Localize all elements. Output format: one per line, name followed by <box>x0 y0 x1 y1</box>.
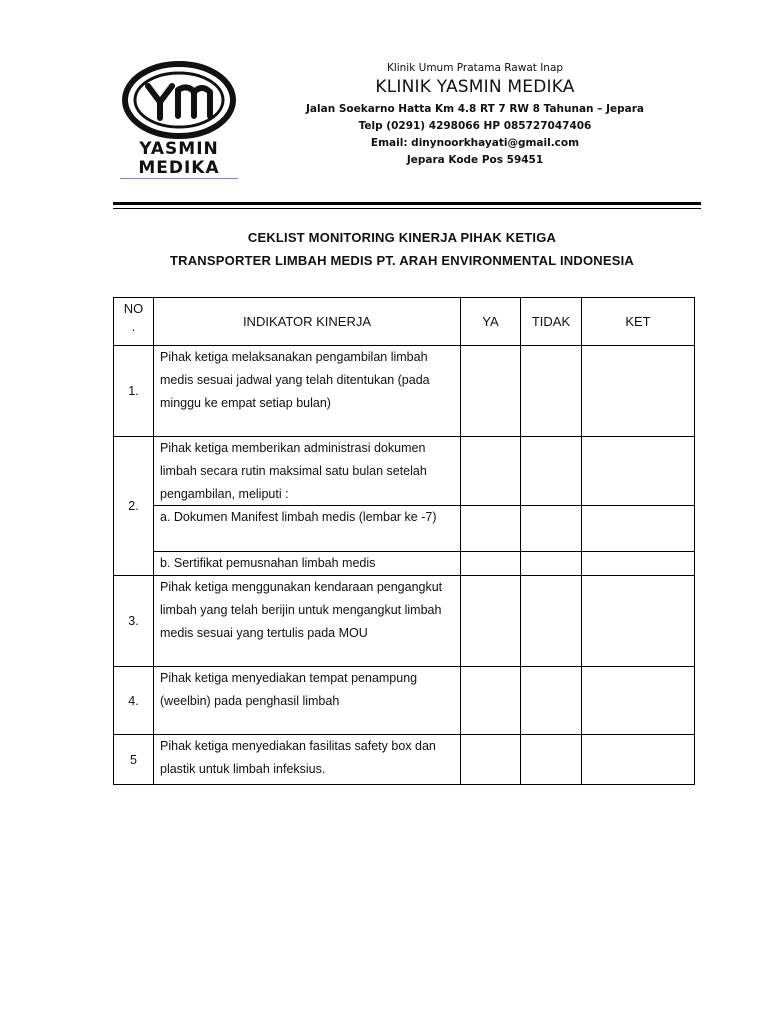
check-ya-cell[interactable] <box>461 735 521 785</box>
logo-underline <box>120 178 238 179</box>
table-subrow <box>114 552 695 576</box>
check-tidak-cell[interactable] <box>521 506 582 552</box>
check-tidak-cell[interactable] <box>521 346 582 437</box>
table-row <box>114 437 695 506</box>
clinic-subtitle: Klinik Umum Pratama Rawat Inap <box>386 62 564 74</box>
row-indicator: Pihak ketiga menyediakan tempat penampung (weelbin) pada penghasil limbah <box>154 667 461 735</box>
check-tidak-cell[interactable] <box>521 576 582 667</box>
check-ya-cell[interactable] <box>461 552 521 576</box>
table-row <box>114 735 695 785</box>
check-ya-cell[interactable] <box>461 576 521 667</box>
check-tidak-cell[interactable] <box>521 437 582 506</box>
header-ya: YA <box>461 298 521 346</box>
header-indicator: INDIKATOR KINERJA <box>154 298 461 346</box>
row-number: 2. <box>114 437 154 576</box>
table-row <box>114 346 695 437</box>
clinic-name: KLINIK YASMIN MEDIKA <box>375 77 575 97</box>
letterhead-rule-thick <box>113 202 701 205</box>
row-number: 5 <box>114 735 154 785</box>
checklist-table <box>113 297 695 785</box>
row-indicator: Pihak ketiga melaksanakan pengambilan limbah medis sesuai jadwal yang telah ditentukan (pada minggu ke empat setiap bulan) <box>154 346 461 437</box>
ket-cell[interactable] <box>582 552 695 576</box>
table-row <box>114 667 695 735</box>
check-ya-cell[interactable] <box>461 506 521 552</box>
row-indicator: Pihak ketiga memberikan administrasi dokumen limbah secara rutin maksimal satu bulan setelah pengambilan, meliputi : <box>154 437 461 506</box>
check-tidak-cell[interactable] <box>521 667 582 735</box>
clinic-address: Jalan Soekarno Hatta Km 4.8 RT 7 RW 8 Tahunan – Jepara <box>306 103 644 115</box>
clinic-email: Email: dinynoorkhayati@gmail.com <box>370 137 580 149</box>
letterhead <box>290 60 660 169</box>
header-no-label: NO . <box>123 301 144 334</box>
document-title-line-1: CEKLIST MONITORING KINERJA PIHAK KETIGA <box>247 230 557 245</box>
check-ya-cell[interactable] <box>461 346 521 437</box>
ket-cell[interactable] <box>582 506 695 552</box>
header-tidak: TIDAK <box>521 298 582 346</box>
ket-cell[interactable] <box>582 346 695 437</box>
ket-cell[interactable] <box>582 437 695 506</box>
svg-text:MEDIKA: MEDIKA <box>138 158 220 178</box>
document-title-line-2: TRANSPORTER LIMBAH MEDIS PT. ARAH ENVIRONMENTAL INDONESIA <box>169 253 634 268</box>
header-ket: KET <box>582 298 695 346</box>
check-ya-cell[interactable] <box>461 667 521 735</box>
clinic-postal: Jepara Kode Pos 59451 <box>406 154 544 166</box>
table-header-row <box>114 298 695 346</box>
ket-cell[interactable] <box>582 735 695 785</box>
letterhead-rule-thin <box>113 208 701 209</box>
check-ya-cell[interactable] <box>461 437 521 506</box>
clinic-phone: Telp (0291) 4298066 HP 085727047406 <box>358 120 592 132</box>
table-subrow <box>114 506 695 552</box>
row-number: 4. <box>114 667 154 735</box>
row-number: 3. <box>114 576 154 667</box>
header-no <box>114 298 154 346</box>
svg-text:YASMIN: YASMIN <box>139 139 219 159</box>
row-sub-indicator: a. Dokumen Manifest limbah medis (lembar ke -7) <box>154 506 461 552</box>
row-number: 1. <box>114 346 154 437</box>
ket-cell[interactable] <box>582 576 695 667</box>
row-indicator: Pihak ketiga menyediakan fasilitas safety box dan plastik untuk limbah infeksius. <box>154 735 461 785</box>
table-row <box>114 576 695 667</box>
check-tidak-cell[interactable] <box>521 552 582 576</box>
check-tidak-cell[interactable] <box>521 735 582 785</box>
ket-cell[interactable] <box>582 667 695 735</box>
yasmin-medika-logo <box>118 60 240 182</box>
row-sub-indicator: b. Sertifikat pemusnahan limbah medis <box>154 552 461 576</box>
row-indicator: Pihak ketiga menggunakan kendaraan pengangkut limbah yang telah berijin untuk mengangkut limbah medis sesuai yang tertulis pada MOU <box>154 576 461 667</box>
